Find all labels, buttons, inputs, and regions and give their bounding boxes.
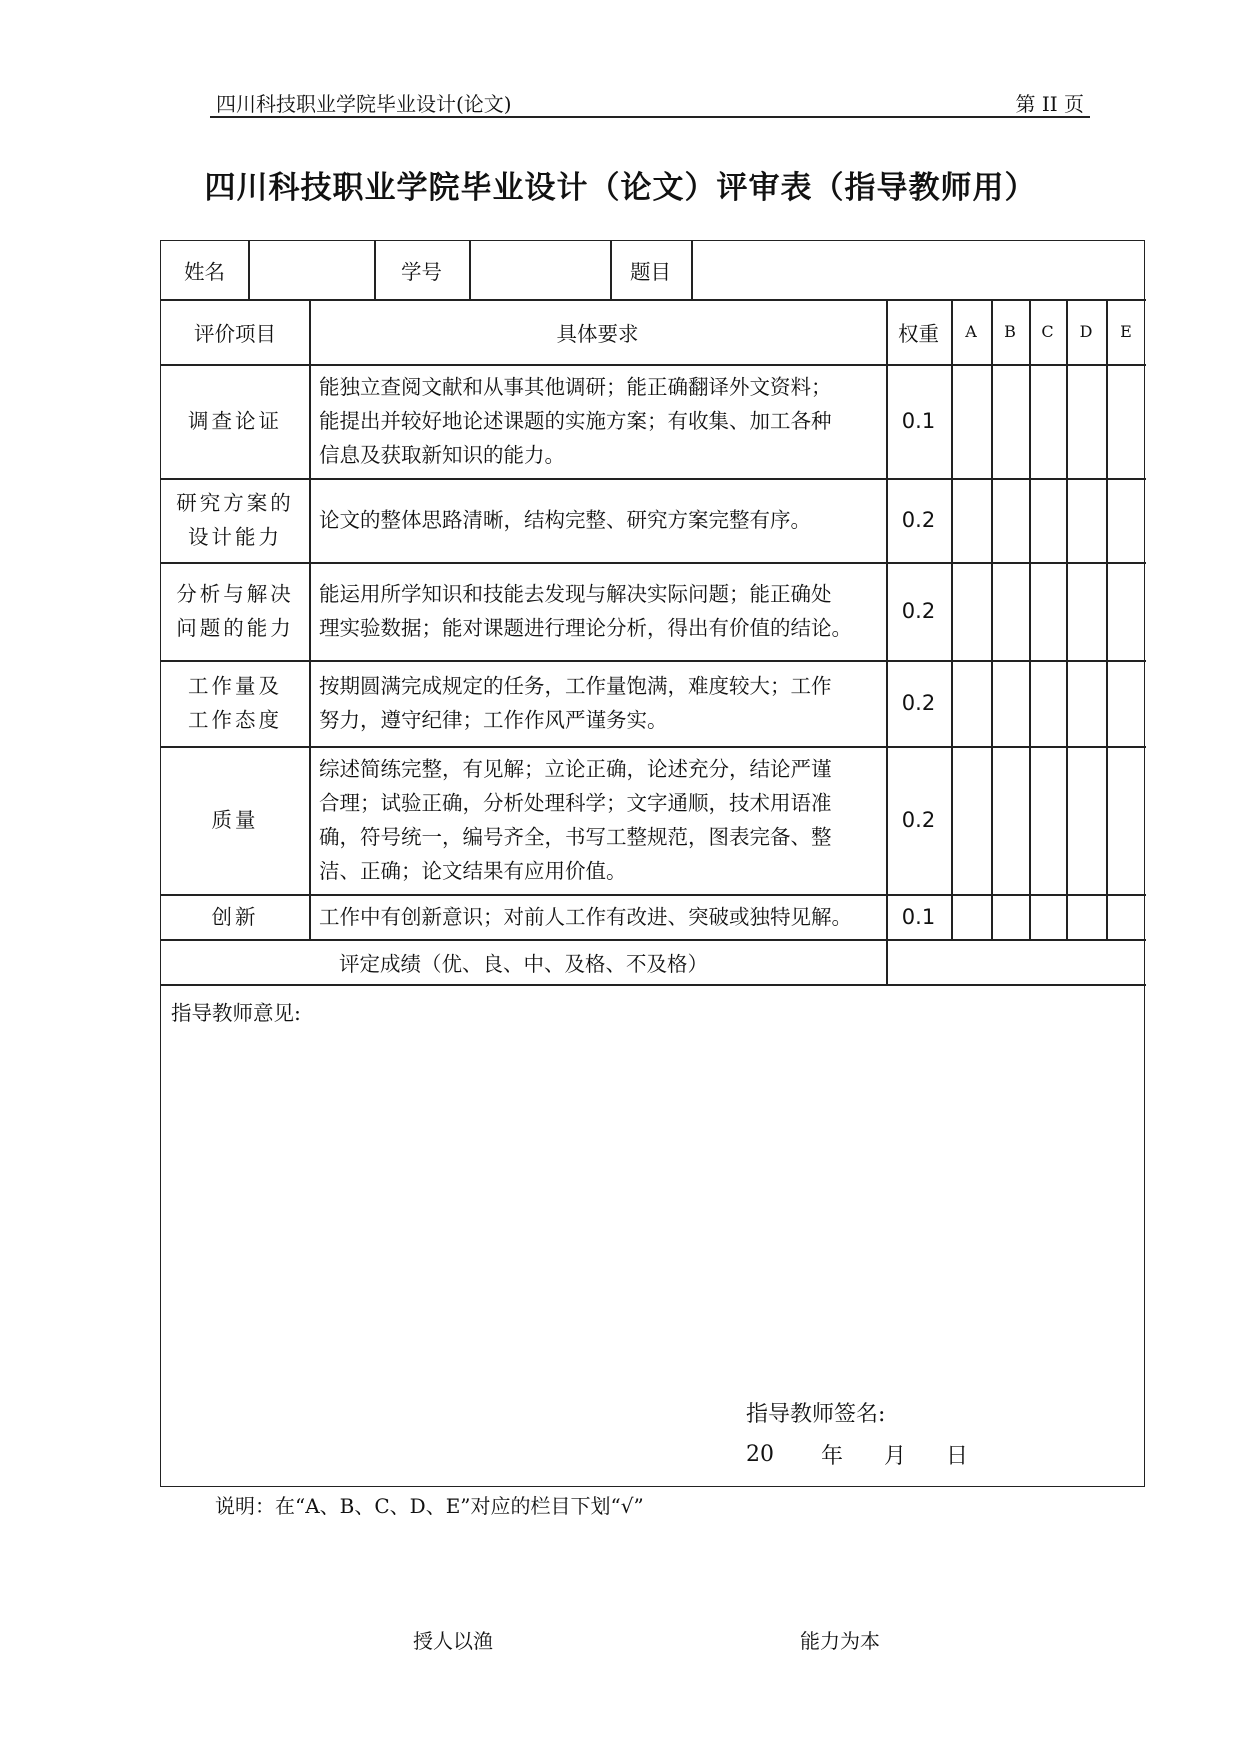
requirement-line: 论文的整体思路清晰，结构完整、研究方案完整有序。 [319, 508, 811, 532]
criterion-name-text [188, 404, 282, 438]
grade-check-cell[interactable] [1106, 364, 1146, 478]
grade-check-cell[interactable] [951, 478, 991, 562]
date-year-prefix: 20 [746, 1441, 774, 1467]
grade-check-cell[interactable] [951, 894, 991, 939]
requirement-line: 能独立查阅文献和从事其他调研；能正确翻译外文资料； [319, 375, 832, 399]
date-month-label: 月 [884, 1443, 907, 1469]
requirement-line: 合理；试验正确，分析处理科学；文字通顺，技术用语准 [319, 791, 832, 815]
criterion-weight: 0.2 [901, 691, 936, 715]
motto-right: 能力为本 [800, 1629, 880, 1653]
criterion-name-line: 设计能力 [188, 525, 282, 549]
criterion-name-line: 问题的能力 [176, 616, 294, 640]
criterion-requirement [309, 894, 886, 939]
criterion-name [161, 746, 309, 894]
criterion-weight: 0.2 [901, 508, 936, 532]
requirement-line: 洁、正确；论文结果有应用价值。 [319, 859, 627, 883]
grade-check-cell[interactable] [991, 894, 1029, 939]
requirement-text [319, 370, 832, 472]
criterion-name-line: 质量 [211, 808, 259, 832]
criterion-name [161, 478, 309, 562]
criterion-name-line: 创新 [211, 904, 259, 929]
grade-check-cell[interactable] [1106, 478, 1146, 562]
criterion-name [161, 562, 309, 660]
column-weight-header: 权重 [898, 321, 939, 346]
page-number: 第 II 页 [1015, 92, 1084, 116]
grade-header-a: A [965, 322, 977, 341]
criterion-name-text [212, 803, 259, 837]
grade-check-cell[interactable] [951, 746, 991, 894]
requirement-line: 信息及获取新知识的能力。 [319, 443, 565, 467]
criterion-name [161, 894, 309, 939]
grade-header-c: C [1041, 322, 1054, 341]
grade-check-cell[interactable] [1106, 746, 1146, 894]
grade-check-cell[interactable] [1106, 562, 1146, 660]
grade-check-cell[interactable] [1029, 562, 1066, 660]
topic-field[interactable] [691, 241, 1146, 299]
criterion-name-text [212, 900, 259, 934]
grade-row-rule [161, 984, 1146, 986]
grade-header-e: E [1120, 322, 1132, 341]
grade-result-label: 评定成绩（优、良、中、及格、不及格） [339, 951, 708, 976]
date-day-label: 日 [946, 1443, 969, 1469]
criterion-name [161, 660, 309, 746]
form-title: 四川科技职业学院毕业设计（论文）评审表（指导教师用） [204, 170, 1037, 206]
grade-check-cell[interactable] [991, 478, 1029, 562]
grade-check-cell[interactable] [1066, 660, 1106, 746]
requirement-text [319, 577, 852, 645]
criterion-name-line: 分析与解决 [176, 582, 294, 606]
criterion-requirement [309, 660, 886, 746]
grade-check-cell[interactable] [991, 562, 1029, 660]
grade-check-cell[interactable] [1106, 894, 1146, 939]
requirement-text [319, 503, 811, 537]
name-label: 姓名 [184, 260, 225, 284]
requirement-line: 理实验数据；能对课题进行理论分析，得出有价值的结论。 [319, 616, 852, 640]
criterion-requirement [309, 746, 886, 894]
grade-check-cell[interactable] [951, 660, 991, 746]
topic-label: 题目 [630, 260, 671, 284]
grade-check-cell[interactable] [1029, 660, 1066, 746]
advisor-opinion-label: 指导教师意见: [171, 1001, 301, 1025]
grade-check-cell[interactable] [1066, 746, 1106, 894]
requirement-text [319, 900, 852, 934]
requirement-line: 能提出并较好地论述课题的实施方案；有收集、加工各种 [319, 409, 832, 433]
requirement-text [319, 669, 832, 737]
grade-check-cell[interactable] [1066, 478, 1106, 562]
advisor-opinion-field[interactable] [161, 1031, 1146, 1381]
grade-header-d: D [1079, 322, 1093, 341]
grade-check-cell[interactable] [1066, 364, 1106, 478]
advisor-signature-label: 指导教师签名: [746, 1401, 886, 1427]
grade-check-cell[interactable] [1106, 660, 1146, 746]
grade-check-cell[interactable] [1029, 364, 1066, 478]
criterion-weight: 0.1 [901, 904, 936, 929]
motto-left: 授人以渔 [413, 1629, 493, 1653]
criterion-name-line: 调查论证 [188, 409, 282, 433]
requirement-text [319, 752, 832, 888]
requirement-line: 工作中有创新意识；对前人工作有改进、突破或独特见解。 [319, 904, 852, 929]
requirement-line: 努力，遵守纪律；工作作风严谨务实。 [319, 708, 668, 732]
requirement-line: 能运用所学知识和技能去发现与解决实际问题；能正确处 [319, 582, 832, 606]
grade-check-cell[interactable] [1029, 894, 1066, 939]
grade-check-cell[interactable] [951, 562, 991, 660]
criterion-name [161, 364, 309, 478]
student-id-field[interactable] [469, 241, 610, 299]
grade-result-field[interactable] [886, 939, 1146, 984]
grade-check-cell[interactable] [991, 746, 1029, 894]
criterion-name-line: 工作态度 [188, 708, 282, 732]
page-header [210, 86, 1090, 118]
criterion-name-text [176, 577, 294, 645]
name-field[interactable] [248, 241, 374, 299]
criterion-name-line: 研究方案的 [176, 491, 294, 515]
criterion-name-text [188, 669, 282, 737]
criterion-name-line: 工作量及 [188, 674, 282, 698]
grade-check-cell[interactable] [1066, 562, 1106, 660]
criterion-requirement [309, 562, 886, 660]
date-year-label: 年 [821, 1443, 844, 1469]
requirement-line: 综述简练完整，有见解；立论正确，论述充分，结论严谨 [319, 757, 832, 781]
header-school-title: 四川科技职业学院毕业设计(论文) [216, 92, 512, 116]
criterion-weight: 0.1 [901, 409, 936, 433]
criterion-weight: 0.2 [901, 808, 936, 832]
column-requirement-header: 具体要求 [556, 321, 639, 346]
requirement-line: 按期圆满完成规定的任务，工作量饱满，难度较大；工作 [319, 674, 832, 698]
requirement-line: 确，符号统一，编号齐全，书写工整规范，图表完备、整 [319, 825, 832, 849]
criterion-name-text [176, 486, 294, 554]
grade-check-cell[interactable] [1066, 894, 1106, 939]
grade-check-cell[interactable] [951, 364, 991, 478]
grade-check-cell[interactable] [1029, 746, 1066, 894]
grade-check-cell[interactable] [991, 660, 1029, 746]
instruction-note: 说明：在“A、B、C、D、E”对应的栏目下划“√” [215, 1494, 644, 1518]
criterion-requirement [309, 364, 886, 478]
criterion-requirement [309, 478, 886, 562]
column-item-header: 评价项目 [194, 321, 276, 346]
review-table [160, 240, 1145, 1487]
grade-header-b: B [1004, 322, 1016, 341]
grade-check-cell[interactable] [991, 364, 1029, 478]
student-id-label: 学号 [401, 260, 442, 284]
grade-check-cell[interactable] [1029, 478, 1066, 562]
criterion-weight: 0.2 [901, 599, 936, 623]
